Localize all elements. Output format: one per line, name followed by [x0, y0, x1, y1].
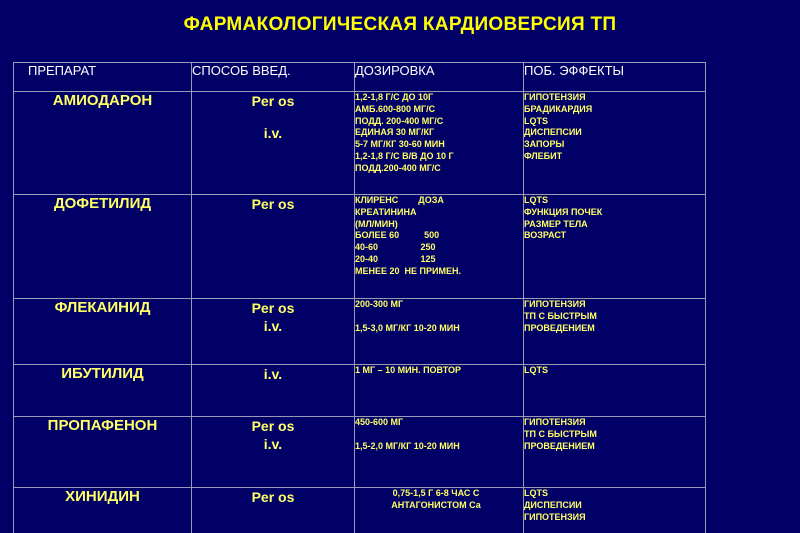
side-effect: ДИСПЕПСИИ: [524, 499, 582, 510]
dose-line: АМБ.600-800 МГ/С: [355, 103, 436, 114]
side-effects-cell: [524, 365, 706, 417]
side-effect: ЗАПОРЫ: [524, 139, 565, 150]
side-effects-cell: [524, 417, 706, 488]
dose-line: 20-40 125: [355, 253, 436, 264]
side-effects-cell: [524, 92, 706, 195]
slide-title: ФАРМАКОЛОГИЧЕСКАЯ КАРДИОВЕРСИЯ ТП: [183, 14, 617, 35]
side-effect: ГИПОТЕНЗИЯ: [524, 92, 586, 102]
drug-name: ИБУТИЛИД: [14, 365, 192, 417]
route-line: i.v.: [263, 125, 283, 141]
dose-line: АНТАГОНИСТОМ Са: [391, 499, 481, 510]
side-effects-cell: [524, 195, 706, 299]
dose-line: 200-300 МГ: [355, 299, 404, 309]
route-line: Per os: [251, 93, 295, 109]
route-line: Per os: [251, 489, 295, 505]
dose-line: ПОДД.200-400 МГ/С: [355, 162, 441, 173]
side-effects-cell: [524, 299, 706, 365]
dose-cell: [355, 299, 524, 365]
side-effect: LQTS: [524, 115, 548, 126]
drug-name: ПРОПАФЕНОН: [14, 417, 192, 488]
header-dose: ДОЗИРОВКА: [355, 63, 524, 92]
table-row: [14, 488, 706, 533]
side-effect: ТП С БЫСТРЫМ: [524, 428, 597, 439]
dose-line: ЕДИНАЯ 30 МГ/КГ: [355, 127, 435, 138]
dose-line: 40-60 250: [355, 242, 436, 253]
route-cell: [192, 417, 355, 488]
route-cell: [192, 195, 355, 299]
route-line: Per os: [251, 300, 295, 316]
dose-line: 450-600 МГ: [355, 417, 404, 427]
dose-gap: [355, 429, 523, 441]
side-effect: ПРОВЕДЕНИЕМ: [524, 322, 595, 333]
route-line: i.v.: [263, 318, 283, 334]
dose-cell: [355, 92, 524, 195]
dose-line: 0,75-1,5 Г 6-8 ЧАС С: [392, 488, 480, 498]
dose-gap: [355, 311, 523, 323]
drug-name: АМИОДАРОН: [14, 92, 192, 195]
dose-cell: [355, 417, 524, 488]
table-row: [14, 299, 706, 365]
side-effect: ДИСПЕПСИИ: [524, 127, 582, 138]
dose-line: 1,5-2,0 МГ/КГ 10-20 МИН: [355, 440, 460, 451]
dose-line: КРЕАТИНИНА: [355, 206, 417, 217]
dose-cell: [355, 365, 524, 417]
side-effect: РАЗМЕР ТЕЛА: [524, 218, 588, 229]
header-side-effects: ПОБ. ЭФФЕКТЫ: [524, 63, 706, 92]
dose-line: 5-7 МГ/КГ 30-60 МИН: [355, 139, 445, 150]
dose-cell: [355, 195, 524, 299]
dose-line: КЛИРЕНС ДОЗА: [355, 195, 444, 205]
route-line: i.v.: [263, 436, 283, 452]
route-cell: [192, 299, 355, 365]
side-effect: ФЛЕБИТ: [524, 150, 563, 161]
dose-line: ПОДД. 200-400 МГ/С: [355, 115, 444, 126]
side-effect: ПРОВЕДЕНИЕМ: [524, 440, 595, 451]
dose-cell: [355, 488, 524, 533]
table-row: [14, 417, 706, 488]
side-effect: LQTS: [524, 195, 548, 205]
side-effect: БРАДИКАРДИЯ: [524, 103, 593, 114]
drug-name: ДОФЕТИЛИД: [14, 195, 192, 299]
side-effect: LQTS: [524, 488, 548, 498]
route-cell: [192, 488, 355, 533]
dose-line: МЕНЕЕ 20 НЕ ПРИМЕН.: [355, 265, 461, 276]
side-effect: ФУНКЦИЯ ПОЧЕК: [524, 206, 603, 217]
table-header-row: [14, 63, 706, 92]
side-effect: ГИПОТЕНЗИЯ: [524, 299, 586, 309]
drug-name: ХИНИДИН: [14, 488, 192, 533]
dose-line: 1,2-1,8 Г/С ДО 10Г: [355, 92, 434, 102]
dose-line: 1,2-1,8 Г/С В/В ДО 10 Г: [355, 150, 454, 161]
side-effect: ТП С БЫСТРЫМ: [524, 310, 597, 321]
header-route: СПОСОБ ВВЕД.: [192, 63, 355, 92]
side-effects-cell: [524, 488, 706, 533]
dose-line: 1,5-3,0 МГ/КГ 10-20 МИН: [355, 322, 460, 333]
drug-table: [13, 62, 706, 533]
route-line: i.v.: [263, 366, 283, 382]
table-row: [14, 195, 706, 299]
route-gap: [192, 110, 354, 124]
table-row: [14, 92, 706, 195]
drug-name: ФЛЕКАИНИД: [14, 299, 192, 365]
side-effect: LQTS: [524, 365, 548, 375]
route-line: Per os: [251, 418, 295, 434]
table-row: [14, 365, 706, 417]
side-effect: ГИПОТЕНЗИЯ: [524, 511, 586, 522]
route-line: Per os: [251, 196, 295, 212]
dose-line: (МЛ/МИН): [355, 218, 398, 229]
side-effect: ГИПОТЕНЗИЯ: [524, 417, 586, 427]
side-effect: ВОЗРАСТ: [524, 230, 567, 241]
header-drug: ПРЕПАРАТ: [14, 63, 192, 92]
route-cell: [192, 365, 355, 417]
route-cell: [192, 92, 355, 195]
dose-line: БОЛЕЕ 60 500: [355, 230, 440, 241]
dose-line: 1 МГ – 10 МИН. ПОВТОР: [355, 365, 461, 375]
